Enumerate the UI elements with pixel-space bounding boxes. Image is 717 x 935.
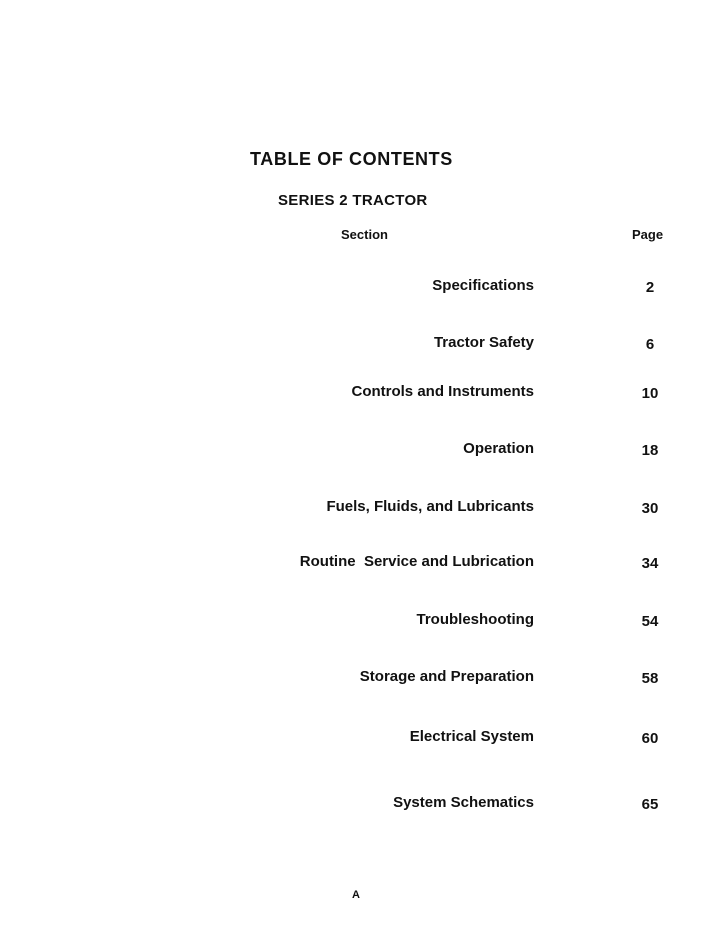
toc-entry-title: Controls and Instruments — [351, 383, 534, 400]
toc-entry-page: 18 — [641, 442, 659, 459]
toc-entry-page: 58 — [641, 670, 659, 687]
toc-entry-title: Fuels, Fluids, and Lubricants — [326, 498, 534, 515]
section-column-header: Section — [341, 227, 388, 242]
page-column-header: Page — [632, 227, 664, 242]
toc-entry-title: Operation — [463, 440, 534, 457]
page-footer-marker: A — [352, 889, 360, 901]
toc-entry-page: 10 — [641, 385, 659, 402]
toc-entry-title: Troubleshooting — [416, 611, 534, 628]
toc-entry-title: Storage and Preparation — [359, 668, 534, 685]
toc-entry-title: Routine Service and Lubrication — [299, 553, 534, 570]
page-title: TABLE OF CONTENTS — [250, 149, 453, 169]
toc-entry-page: 30 — [641, 500, 659, 517]
toc-entry-title: System Schematics — [393, 794, 534, 811]
toc-entry-page: 6 — [645, 336, 655, 353]
toc-entry-title: Specifications — [432, 277, 534, 294]
toc-entry-page: 54 — [641, 613, 659, 630]
toc-entry-page: 2 — [645, 279, 655, 296]
page-subtitle: SERIES 2 TRACTOR — [278, 192, 428, 209]
toc-entry-page: 65 — [641, 796, 659, 813]
toc-entry-page: 60 — [641, 730, 659, 747]
toc-entry-title: Electrical System — [409, 728, 534, 745]
toc-entry-page: 34 — [641, 555, 659, 572]
toc-entry-title: Tractor Safety — [433, 334, 534, 351]
